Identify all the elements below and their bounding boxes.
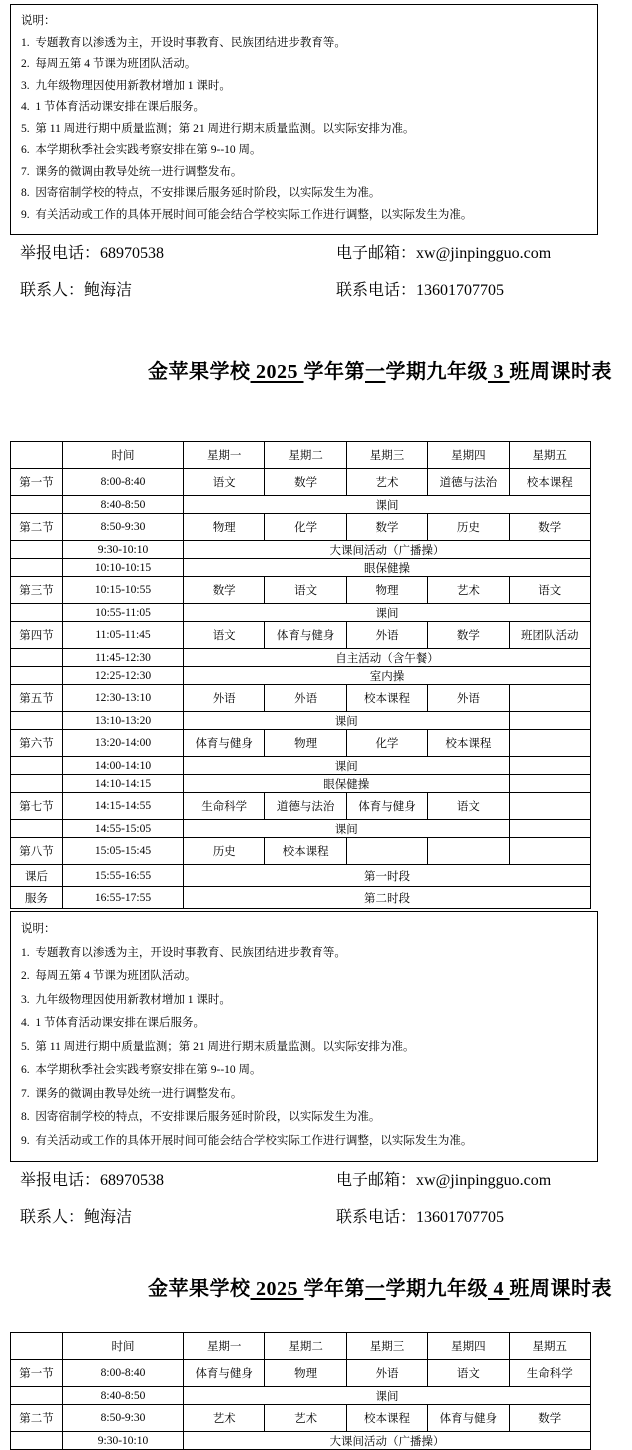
table-row [11,1405,591,1432]
note-item-7: 7. 课务的微调由教导处统一进行调整发布。 [21,1087,243,1100]
title-text: 班周课时表 [509,361,612,383]
period-cell: 第六节 [11,730,63,757]
note-item-8: 8. 因寄宿制学校的特点，不安排课后服务延时阶段，以实际发生为准。 [21,187,381,199]
period-cell: 第五节 [11,685,63,712]
subject-cell: 物理 [265,730,346,757]
notes-box-1 [10,4,598,235]
subject-cell: 外语 [265,685,346,712]
contact-phone-value: 13601707705 [416,1209,505,1226]
title-text: 学年第 [303,361,365,383]
note-item-1: 1. 专题教育以渗透为主，开设时事教育、民族团结进步教育等。 [21,946,346,959]
subject-cell: 历史 [184,838,265,865]
table-row [11,514,591,541]
header-cell-wed: 星期三 [346,442,427,469]
period-cell [11,1387,63,1405]
subject-cell: 校本课程 [265,838,346,865]
time-cell: 8:50-9:30 [63,1405,184,1432]
subject-cell [509,685,590,712]
period-cell [11,757,63,775]
subject-cell [428,838,509,865]
subject-cell: 物理 [184,514,265,541]
subject-cell: 外语 [428,685,509,712]
period-cell [11,775,63,793]
subject-cell: 体育与健身 [184,730,265,757]
table-row [11,820,591,838]
time-cell: 11:45-12:30 [63,649,184,667]
period-cell: 第二节 [11,514,63,541]
period-cell: 第八节 [11,838,63,865]
period-cell [11,559,63,577]
note-item-3: 3. 九年级物理因使用新教材增加 1 课时。 [21,993,231,1006]
subject-cell: 艺术 [428,577,509,604]
title-text: 学年第 [303,1278,365,1300]
table-header-row [11,442,591,469]
report-phone-label: 举报电话： [20,1172,101,1189]
period-cell [11,820,63,838]
table-row [11,838,591,865]
period-cell: 服务 [11,887,63,909]
time-cell: 9:30-10:10 [63,541,184,559]
table-row [11,469,591,496]
note-item-7: 7. 课务的微调由教导处统一进行调整发布。 [21,165,243,178]
title-underline-term: 一 [365,1278,386,1300]
email-label: 电子邮箱： [336,245,417,262]
period-cell [11,604,63,622]
time-cell: 14:55-15:05 [63,820,184,838]
table-row [11,793,591,820]
period-cell: 第二节 [11,1405,63,1432]
span-cell: 室内操 [184,667,591,685]
span-cell: 眼保健操 [184,559,591,577]
table-row [11,1432,591,1450]
span-cell: 大课间活动（广播操） [184,1432,591,1450]
subject-cell: 外语 [184,685,265,712]
subject-cell: 化学 [265,514,346,541]
time-cell: 12:25-12:30 [63,667,184,685]
time-cell: 15:55-16:55 [63,865,184,887]
time-cell: 8:40-8:50 [63,496,184,514]
subject-cell: 数学 [265,469,346,496]
note-item-5: 5. 第 11 周进行期中质量监测；第 21 周进行期末质量监测。以实际安排为准。 [21,122,415,135]
report-phone-value: 68970538 [100,1172,165,1189]
time-cell: 10:10-10:15 [63,559,184,577]
table-row [11,1387,591,1405]
subject-cell: 校本课程 [346,1405,427,1432]
time-cell: 14:10-14:15 [63,775,184,793]
header-cell-tue: 星期二 [265,442,346,469]
table-row [11,757,591,775]
subject-cell: 道德与法治 [265,793,346,820]
header-cell-tue: 星期二 [265,1333,346,1360]
period-cell [11,649,63,667]
time-cell: 16:55-17:55 [63,887,184,909]
notes-heading: 说明： [21,923,56,935]
title-text: 金苹果学校 [148,361,251,383]
subject-cell: 语文 [265,577,346,604]
table-row [11,649,591,667]
subject-cell: 外语 [346,622,427,649]
title-text: 学期九年级 [385,361,488,383]
contact-block-1 [20,245,620,299]
contact-phone-value: 13601707705 [416,282,505,299]
header-cell [11,442,63,469]
time-cell: 10:15-10:55 [63,577,184,604]
contact-person-value: 鲍海洁 [84,282,133,299]
time-cell: 8:00-8:40 [63,1360,184,1387]
header-cell-time: 时间 [63,1333,184,1360]
period-cell: 第四节 [11,622,63,649]
subject-cell: 物理 [346,577,427,604]
title-underline-year: 2025 [250,1278,304,1300]
time-cell: 13:20-14:00 [63,730,184,757]
note-item-9: 9. 有关活动或工作的具体开展时间可能会结合学校实际工作进行调整，以实际发生为准。 [21,1134,473,1147]
subject-cell: 语文 [509,577,590,604]
table-row [11,604,591,622]
period-cell [11,496,63,514]
contact-phone-label: 联系电话： [336,282,417,299]
subject-cell: 体育与健身 [184,1360,265,1387]
email [336,1172,620,1189]
time-cell: 9:30-10:10 [63,1432,184,1450]
subject-cell: 生命科学 [509,1360,590,1387]
note-item-2: 2. 每周五第 4 节课为班团队活动。 [21,970,197,982]
subject-cell: 班团队活动 [509,622,590,649]
span-cell: 大课间活动（广播操） [184,541,591,559]
contact-row [20,1209,620,1226]
span-cell: 课间 [184,712,510,730]
notes-heading: 说明： [21,15,56,27]
table-row [11,1360,591,1387]
document-page [0,4,632,1448]
subject-cell [509,820,590,838]
subject-cell: 艺术 [265,1405,346,1432]
span-cell: 课间 [184,757,510,775]
contact-person-value: 鲍海洁 [84,1209,133,1226]
subject-cell: 语文 [184,469,265,496]
subject-cell: 校本课程 [509,469,590,496]
period-cell: 第一节 [11,1360,63,1387]
table-row [11,712,591,730]
note-item-2: 2. 每周五第 4 节课为班团队活动。 [21,58,197,70]
contact-phone [336,1209,620,1226]
table-header-row [11,1333,591,1360]
subject-cell: 语文 [428,1360,509,1387]
subject-cell: 校本课程 [346,685,427,712]
header-cell-mon: 星期一 [184,442,265,469]
table-row [11,667,591,685]
subject-cell [509,757,590,775]
time-cell: 12:30-13:10 [63,685,184,712]
table-row [11,496,591,514]
table-row [11,865,591,887]
contact-row [20,245,620,262]
period-cell: 课后 [11,865,63,887]
note-item-5: 5. 第 11 周进行期中质量监测；第 21 周进行期末质量监测。以实际安排为准。 [21,1040,415,1053]
time-cell: 14:15-14:55 [63,793,184,820]
subject-cell: 语文 [184,622,265,649]
subject-cell: 外语 [346,1360,427,1387]
span-cell: 眼保健操 [184,775,510,793]
subject-cell [509,838,590,865]
subject-cell: 校本课程 [428,730,509,757]
subject-cell: 体育与健身 [346,793,427,820]
report-phone-value: 68970538 [100,245,165,262]
span-cell: 课间 [184,496,591,514]
subject-cell: 生命科学 [184,793,265,820]
subject-cell [509,712,590,730]
subject-cell: 体育与健身 [265,622,346,649]
title-text: 学期九年级 [385,1278,488,1300]
schedule-title-class3 [0,361,632,383]
report-phone [20,245,336,262]
period-cell [11,541,63,559]
email-value: xw@jinpingguo.com [416,245,552,262]
period-cell [11,667,63,685]
period-cell [11,1432,63,1450]
note-item-4: 4. 1 节体育活动课安排在课后服务。 [21,101,205,113]
title-underline-class: 4 [488,1278,510,1300]
subject-cell: 物理 [265,1360,346,1387]
contact-row [20,282,620,299]
period-cell [11,712,63,730]
time-cell: 14:00-14:10 [63,757,184,775]
period-cell: 第七节 [11,793,63,820]
time-cell: 15:05-15:45 [63,838,184,865]
subject-cell: 数学 [509,514,590,541]
title-underline-term: 一 [365,361,386,383]
title-text: 班周课时表 [509,1278,612,1300]
note-item-6: 6. 本学期秋季社会实践考察安排在第 9--10 周。 [21,1064,262,1076]
contact-person-label: 联系人： [20,282,85,299]
subject-cell [346,838,427,865]
contact-person [20,1209,336,1226]
email [336,245,620,262]
span-cell: 课间 [184,604,591,622]
title-text: 金苹果学校 [148,1278,251,1300]
header-cell-thu: 星期四 [428,442,509,469]
subject-cell: 数学 [346,514,427,541]
subject-cell [509,730,590,757]
subject-cell: 历史 [428,514,509,541]
timetable-class4 [10,1332,591,1450]
contact-phone [336,282,620,299]
subject-cell [509,775,590,793]
header-cell-fri: 星期五 [509,1333,590,1360]
note-item-1: 1. 专题教育以渗透为主，开设时事教育、民族团结进步教育等。 [21,36,346,49]
subject-cell: 数学 [509,1405,590,1432]
subject-cell: 艺术 [184,1405,265,1432]
header-cell-wed: 星期三 [346,1333,427,1360]
subject-cell: 语文 [428,793,509,820]
email-value: xw@jinpingguo.com [416,1172,552,1189]
schedule-title-class4 [0,1278,632,1300]
email-label: 电子邮箱： [336,1172,417,1189]
span-cell: 课间 [184,820,510,838]
table-row [11,559,591,577]
subject-cell: 化学 [346,730,427,757]
subject-cell: 艺术 [346,469,427,496]
note-item-3: 3. 九年级物理因使用新教材增加 1 课时。 [21,79,231,92]
header-cell-time: 时间 [63,442,184,469]
contact-phone-label: 联系电话： [336,1209,417,1226]
header-cell-thu: 星期四 [428,1333,509,1360]
note-item-9: 9. 有关活动或工作的具体开展时间可能会结合学校实际工作进行调整，以实际发生为准。 [21,208,473,221]
span-cell: 自主活动（含午餐） [184,649,591,667]
span-cell: 课间 [184,1387,591,1405]
table-row [11,577,591,604]
subject-cell: 数学 [184,577,265,604]
time-cell: 11:05-11:45 [63,622,184,649]
header-cell-fri: 星期五 [509,442,590,469]
table-row [11,887,591,909]
title-underline-year: 2025 [250,361,304,383]
note-item-6: 6. 本学期秋季社会实践考察安排在第 9--10 周。 [21,144,262,156]
span-cell: 第一时段 [184,865,591,887]
contact-row [20,1172,620,1189]
table-row [11,685,591,712]
subject-cell: 道德与法治 [428,469,509,496]
period-cell: 第三节 [11,577,63,604]
time-cell: 13:10-13:20 [63,712,184,730]
contact-person-label: 联系人： [20,1209,85,1226]
time-cell: 8:00-8:40 [63,469,184,496]
subject-cell [509,793,590,820]
report-phone [20,1172,336,1189]
span-cell: 第二时段 [184,887,591,909]
time-cell: 10:55-11:05 [63,604,184,622]
table-row [11,541,591,559]
period-cell: 第一节 [11,469,63,496]
table-row [11,730,591,757]
header-cell-mon: 星期一 [184,1333,265,1360]
subject-cell: 数学 [428,622,509,649]
time-cell: 8:50-9:30 [63,514,184,541]
title-underline-class: 3 [488,361,510,383]
header-cell [11,1333,63,1360]
note-item-4: 4. 1 节体育活动课安排在课后服务。 [21,1017,205,1029]
time-cell: 8:40-8:50 [63,1387,184,1405]
subject-cell: 体育与健身 [428,1405,509,1432]
table-row [11,622,591,649]
report-phone-label: 举报电话： [20,245,101,262]
notes-box-2 [10,911,598,1162]
timetable-class3 [10,441,591,909]
contact-person [20,282,336,299]
contact-block-2 [20,1172,620,1226]
note-item-8: 8. 因寄宿制学校的特点，不安排课后服务延时阶段，以实际发生为准。 [21,1111,381,1123]
table-row [11,775,591,793]
